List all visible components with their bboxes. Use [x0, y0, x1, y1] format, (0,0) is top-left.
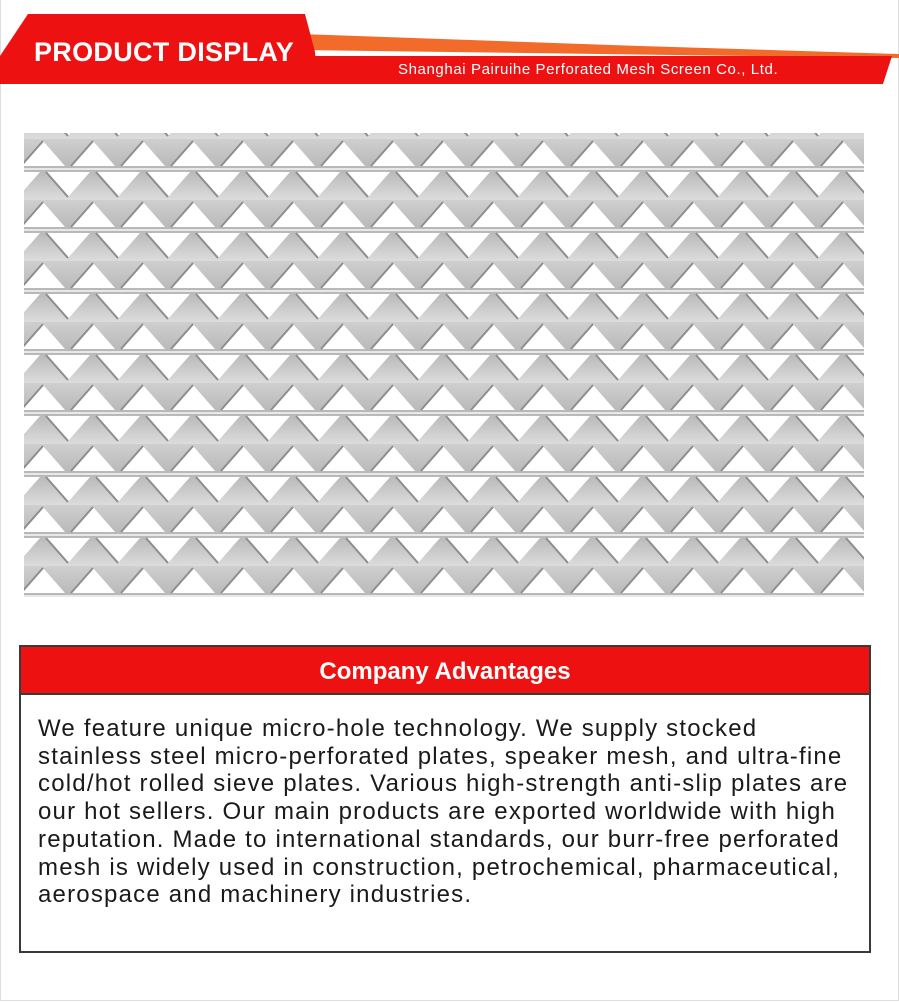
advantages-header [21, 647, 869, 695]
company-name: Shanghai Pairuihe Perforated Mesh Screen Co., Ltd. [398, 61, 779, 78]
product-image [24, 133, 864, 597]
section-header [0, 0, 899, 100]
company-advantages-panel [19, 645, 871, 953]
perforated-mesh-pattern [24, 133, 864, 597]
advantages-text: We feature unique micro-hole technology. We supply stocked stainless steel micro-perforated plates, speaker mesh, and ultra-fine cold/hot rolled sieve plates. Various high-strength anti-slip plates are our hot sellers. Our main products are exported worldwide with high reputation. Made to international standards, our burr-free perforated mesh is widely used in construction, petrochemical, pharmaceutical, aerospace and machinery industries. [38, 715, 849, 909]
advantages-title: Company Advantages [319, 658, 571, 685]
page-title: PRODUCT DISPLAY [34, 37, 295, 67]
